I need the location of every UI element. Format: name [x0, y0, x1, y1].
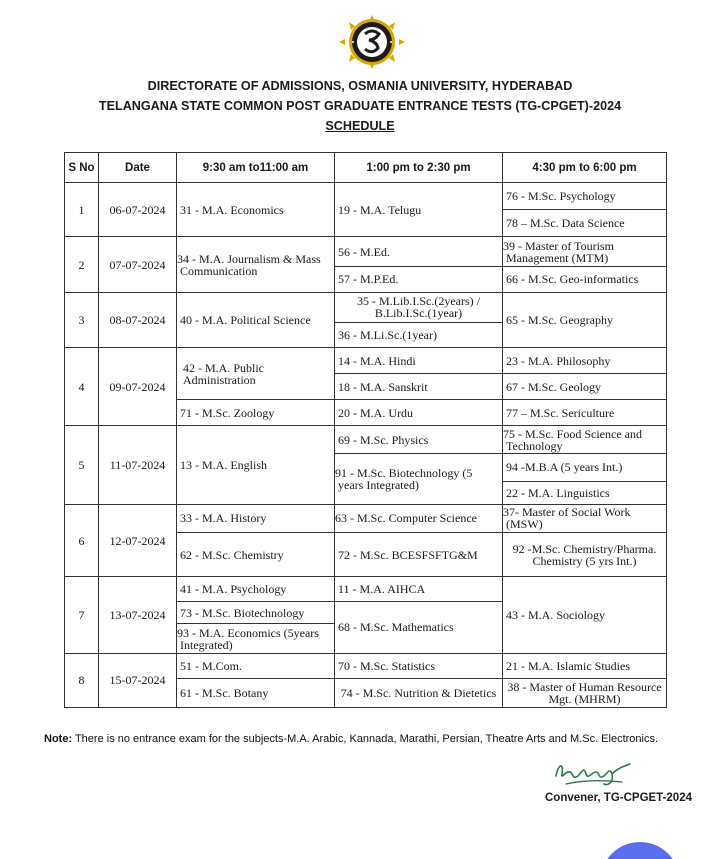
date-cell: 13-07-2024 [99, 577, 177, 653]
sno-cell: 2 [65, 237, 99, 292]
slot2-subject: 68 - M.Sc. Mathematics [335, 602, 503, 653]
column-header-slot-3: 4:30 pm to 6:00 pm [503, 153, 667, 183]
slot3-subject: 21 - M.A. Islamic Studies [503, 653, 667, 678]
date-cell: 06-07-2024 [99, 183, 177, 237]
slot3-subject: 66 - M.Sc. Geo-informatics [503, 266, 667, 292]
slot2-subject: 74 - M.Sc. Nutrition & Dietetics [335, 678, 503, 707]
slot2-subject: 35 - M.Lib.I.Sc.(2years) / B.Lib.I.Sc.(1year) [335, 292, 503, 322]
document-subtitle: TELANGANA STATE COMMON POST GRADUATE ENTRANCE TESTS (TG-CPGET)-2024 [98, 99, 622, 113]
sno-cell: 8 [65, 653, 99, 707]
sno-cell: 3 [65, 292, 99, 347]
column-header-slot-2: 1:00 pm to 2:30 pm [335, 153, 503, 183]
slot3-subject: 94 -M.B.A (5 years Int.) [503, 453, 667, 481]
sno-cell: 1 [65, 183, 99, 237]
slot1-subject: 51 - M.Com. [177, 653, 335, 678]
date-cell: 08-07-2024 [99, 292, 177, 347]
slot3-subject: 67 - M.Sc. Geology [503, 374, 667, 400]
slot2-subject: 70 - M.Sc. Statistics [335, 653, 503, 678]
osmania-university-logo [333, 12, 411, 72]
slot1-subject: 93 - M.A. Economics (5years Integrated) [177, 624, 335, 653]
slot2-subject: 56 - M.Ed. [335, 237, 503, 266]
table-row [65, 504, 667, 532]
table-header-row [65, 153, 667, 183]
slot1-subject: 31 - M.A. Economics [177, 183, 335, 237]
document-title: DIRECTORATE OF ADMISSIONS, OSMANIA UNIVERSITY, HYDERABAD [147, 79, 573, 93]
note-body: There is no entrance exam for the subjects-M.A. Arabic, Kannada, Marathi, Persian, Theatre Arts and M.Sc. Electronics. [72, 733, 659, 745]
slot1-subject: 42 - M.A. Public Administration [177, 348, 335, 400]
sno-cell: 4 [65, 348, 99, 426]
slot3-subject: 77 – M.Sc. Sericulture [503, 400, 667, 426]
table-row [65, 348, 667, 374]
date-cell: 09-07-2024 [99, 348, 177, 426]
date-cell: 12-07-2024 [99, 504, 177, 576]
slot3-subject: 76 - M.Sc. Psychology [503, 183, 667, 210]
slot3-subject: 37- Master of Social Work (MSW) [503, 504, 667, 532]
exam-schedule-table [64, 152, 667, 708]
floating-action-button[interactable] [600, 842, 680, 859]
slot1-subject: 41 - M.A. Psychology [177, 577, 335, 602]
slot3-subject: 92 -M.Sc. Chemistry/Pharma. Chemistry (5 yrs Int.) [503, 532, 667, 576]
slot2-subject: 11 - M.A. AIHCA [335, 577, 503, 602]
slot3-subject: 75 - M.Sc. Food Science and Technology [503, 426, 667, 453]
sno-cell: 6 [65, 504, 99, 576]
slot2-subject: 36 - M.Li.Sc.(1year) [335, 322, 503, 347]
slot2-subject: 20 - M.A. Urdu [335, 400, 503, 426]
note-label: Note: [44, 733, 73, 745]
slot1-subject: 73 - M.Sc. Biotechnology [177, 602, 335, 624]
sno-cell: 5 [65, 426, 99, 504]
sno-cell: 7 [65, 577, 99, 653]
slot3-subject: 38 - Master of Human Resource Mgt. (MHRM) [503, 678, 667, 707]
table-row [65, 292, 667, 322]
slot1-subject: 62 - M.Sc. Chemistry [177, 532, 335, 576]
slot1-subject: 33 - M.A. History [177, 504, 335, 532]
schedule-heading: SCHEDULE [325, 119, 395, 133]
slot2-subject: 57 - M.P.Ed. [335, 266, 503, 292]
slot1-subject: 13 - M.A. English [177, 426, 335, 504]
column-header-date: Date [99, 153, 177, 183]
column-header-slot-1: 9:30 am to11:00 am [177, 153, 335, 183]
note-text [44, 733, 704, 745]
slot1-subject: 71 - M.Sc. Zoology [177, 400, 335, 426]
slot3-subject: 39 - Master of Tourism Management (MTM) [503, 237, 667, 266]
slot2-subject: 72 - M.Sc. BCESFSFTG&M [335, 532, 503, 576]
column-header-sno: S No [65, 153, 99, 183]
table-row [65, 237, 667, 266]
slot3-subject: 22 - M.A. Linguistics [503, 481, 667, 504]
table-row [65, 653, 667, 678]
slot2-subject: 69 - M.Sc. Physics [335, 426, 503, 453]
table-row [65, 426, 667, 453]
convener-signature [548, 750, 638, 790]
slot3-subject: 23 - M.A. Philosophy [503, 348, 667, 374]
slot2-subject: 63 - M.Sc. Computer Science [335, 504, 503, 532]
slot2-subject: 18 - M.A. Sanskrit [335, 374, 503, 400]
slot1-subject: 61 - M.Sc. Botany [177, 678, 335, 707]
slot1-subject: 34 - M.A. Journalism & Mass Communication [177, 237, 335, 292]
convener-label: Convener, TG-CPGET-2024 [545, 792, 692, 804]
date-cell: 11-07-2024 [99, 426, 177, 504]
slot3-subject: 78 – M.Sc. Data Science [503, 210, 667, 237]
slot2-subject: 14 - M.A. Hindi [335, 348, 503, 374]
slot2-subject: 19 - M.A. Telugu [335, 183, 503, 237]
date-cell: 07-07-2024 [99, 237, 177, 292]
slot3-subject: 43 - M.A. Sociology [503, 577, 667, 653]
table-row [65, 183, 667, 210]
table-row [65, 577, 667, 602]
slot3-subject: 65 - M.Sc. Geography [503, 292, 667, 347]
slot2-subject: 91 - M.Sc. Biotechnology (5 years Integrated) [335, 453, 503, 504]
date-cell: 15-07-2024 [99, 653, 177, 707]
slot1-subject: 40 - M.A. Political Science [177, 292, 335, 347]
